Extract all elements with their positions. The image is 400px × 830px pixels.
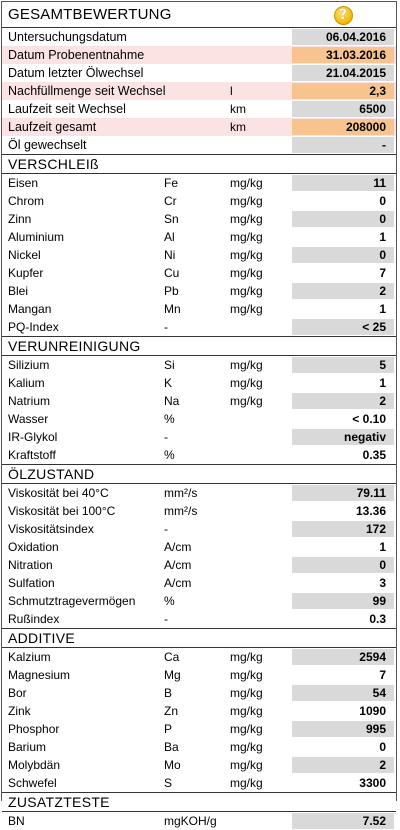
- row-value: 1: [379, 302, 386, 316]
- row-label: Molybdän: [8, 758, 61, 772]
- row-symbol: Cu: [164, 266, 180, 280]
- row-label: Öl gewechselt: [8, 138, 87, 152]
- row-unit: mg/kg: [230, 284, 263, 298]
- row-value: < 25: [292, 319, 394, 335]
- row-value: 7: [379, 266, 386, 280]
- row-unit: mg/kg: [230, 230, 263, 244]
- row-label: Zink: [8, 704, 31, 718]
- row-value: 0: [379, 194, 386, 208]
- row-symbol: mgKOH/g: [164, 814, 217, 828]
- row-label: Mangan: [8, 302, 52, 316]
- overall-rating-header: [2, 2, 396, 28]
- row-unit: l: [230, 84, 233, 98]
- row-symbol: A/cm: [164, 576, 192, 590]
- row-symbol: Zn: [164, 704, 179, 718]
- row-value: negativ: [292, 429, 394, 445]
- row-unit: mg/kg: [230, 668, 263, 682]
- table-row: [2, 374, 396, 392]
- row-label: Schmutztragevermögen: [8, 594, 136, 608]
- row-value: 1: [379, 376, 386, 390]
- row-symbol: -: [164, 430, 168, 444]
- table-row: [2, 666, 396, 684]
- row-label: Datum Probenentnahme: [8, 48, 145, 62]
- row-symbol: P: [164, 722, 173, 736]
- row-label: Datum letzter Ölwechsel: [8, 66, 144, 80]
- row-label: Untersuchungsdatum: [8, 30, 127, 44]
- row-unit: mg/kg: [230, 212, 263, 226]
- table-row: [2, 648, 396, 666]
- table-row: [2, 228, 396, 246]
- row-label: Natrium: [8, 394, 51, 408]
- general-info-block: [2, 28, 396, 154]
- row-symbol: B: [164, 686, 173, 700]
- row-value: 2: [292, 283, 394, 299]
- row-label: Silizium: [8, 358, 50, 372]
- row-value: 13.36: [355, 504, 386, 518]
- row-label: Nachfüllmenge seit Wechsel: [8, 84, 166, 98]
- table-row: [2, 264, 396, 282]
- row-label: Chrom: [8, 194, 45, 208]
- table-row: [2, 192, 396, 210]
- row-value: 79.11: [292, 485, 394, 501]
- row-value: 1090: [359, 704, 386, 718]
- table-row: [2, 282, 396, 300]
- table-row: [2, 446, 396, 464]
- row-label: Aluminium: [8, 230, 65, 244]
- row-value: 7.52: [292, 813, 394, 829]
- row-value: 7: [379, 668, 386, 682]
- table-row: [2, 100, 396, 118]
- row-value: 0: [292, 211, 394, 227]
- table-row: [2, 610, 396, 628]
- table-row: [2, 538, 396, 556]
- row-symbol: Mg: [164, 668, 181, 682]
- row-value: -: [292, 137, 394, 153]
- table-row: [2, 118, 396, 136]
- row-value: 21.04.2015: [292, 65, 394, 81]
- row-symbol: Ca: [164, 650, 180, 664]
- row-symbol: -: [164, 522, 168, 536]
- row-label: Blei: [8, 284, 29, 298]
- row-symbol: Al: [164, 230, 175, 244]
- row-label: IR-Glykol: [8, 430, 58, 444]
- row-label: Nitration: [8, 558, 53, 572]
- row-value: 2,3: [292, 83, 394, 99]
- table-row: [2, 812, 396, 830]
- table-row: [2, 318, 396, 336]
- row-symbol: Ni: [164, 248, 176, 262]
- row-value: 5: [292, 357, 394, 373]
- table-row: [2, 356, 396, 374]
- table-row: [2, 556, 396, 574]
- row-label: Phosphor: [8, 722, 60, 736]
- row-symbol: S: [164, 776, 173, 790]
- row-label: Schwefel: [8, 776, 57, 790]
- row-unit: mg/kg: [230, 722, 263, 736]
- row-unit: mg/kg: [230, 650, 263, 664]
- row-label: PQ-Index: [8, 320, 59, 334]
- row-value: 2594: [292, 649, 394, 665]
- row-value: 3300: [359, 776, 386, 790]
- row-value: 1: [379, 230, 386, 244]
- row-value: 06.04.2016: [292, 29, 394, 45]
- row-label: BN: [8, 814, 25, 828]
- row-label: Kalium: [8, 376, 45, 390]
- section-header: ADDITIVE: [2, 628, 396, 648]
- row-symbol: Fe: [164, 176, 179, 190]
- row-value: 31.03.2016: [292, 47, 394, 63]
- row-value: < 0.10: [352, 412, 386, 426]
- table-row: [2, 428, 396, 446]
- row-label: Viskosität bei 100°C: [8, 504, 116, 518]
- row-label: Sulfation: [8, 576, 55, 590]
- table-row: [2, 484, 396, 502]
- row-symbol: -: [164, 612, 168, 626]
- row-value: 99: [292, 593, 394, 609]
- row-value: 0: [379, 740, 386, 754]
- row-label: Kupfer: [8, 266, 44, 280]
- table-row: [2, 684, 396, 702]
- row-label: Zinn: [8, 212, 32, 226]
- table-row: [2, 756, 396, 774]
- table-row: [2, 64, 396, 82]
- row-symbol: mm²/s: [164, 504, 198, 518]
- row-unit: mg/kg: [230, 740, 263, 754]
- row-unit: mg/kg: [230, 266, 263, 280]
- table-row: [2, 520, 396, 538]
- row-value: 0: [292, 557, 394, 573]
- row-unit: mg/kg: [230, 776, 263, 790]
- row-label: Nickel: [8, 248, 41, 262]
- section-header: VERUNREINIGUNG: [2, 336, 396, 356]
- table-row: [2, 410, 396, 428]
- row-symbol: Pb: [164, 284, 179, 298]
- table-row: [2, 28, 396, 46]
- row-value: 11: [292, 175, 394, 191]
- row-value: 208000: [292, 119, 394, 135]
- table-row: [2, 82, 396, 100]
- row-label: Bor: [8, 686, 27, 700]
- row-unit: mg/kg: [230, 176, 263, 190]
- row-label: Magnesium: [8, 668, 71, 682]
- row-label: Kalzium: [8, 650, 51, 664]
- table-row: [2, 300, 396, 318]
- row-symbol: Mn: [164, 302, 181, 316]
- row-symbol: Cr: [164, 194, 177, 208]
- row-unit: mg/kg: [230, 248, 263, 262]
- row-value: 6500: [292, 101, 394, 117]
- row-symbol: mm²/s: [164, 486, 198, 500]
- table-row: [2, 502, 396, 520]
- row-label: Laufzeit gesamt: [8, 120, 97, 134]
- row-unit: mg/kg: [230, 194, 263, 208]
- row-label: Laufzeit seit Wechsel: [8, 102, 126, 116]
- row-value: 2: [292, 757, 394, 773]
- row-symbol: %: [164, 448, 175, 462]
- table-row: [2, 720, 396, 738]
- row-value: 0.35: [362, 448, 386, 462]
- table-row: [2, 136, 396, 154]
- table-row: [2, 210, 396, 228]
- row-unit: mg/kg: [230, 704, 263, 718]
- row-value: 54: [292, 685, 394, 701]
- row-unit: km: [230, 102, 246, 116]
- row-symbol: A/cm: [164, 540, 192, 554]
- row-value: 172: [292, 521, 394, 537]
- row-symbol: %: [164, 594, 175, 608]
- row-symbol: Si: [164, 358, 175, 372]
- row-label: Rußindex: [8, 612, 60, 626]
- row-label: Viskosität bei 40°C: [8, 486, 109, 500]
- table-row: [2, 174, 396, 192]
- row-symbol: Mo: [164, 758, 181, 772]
- row-unit: mg/kg: [230, 358, 263, 372]
- row-value: 0.3: [369, 612, 386, 626]
- row-symbol: Sn: [164, 212, 179, 226]
- table-row: [2, 392, 396, 410]
- section-header: VERSCHLEIß: [2, 154, 396, 174]
- question-icon: ?: [334, 6, 353, 25]
- overall-rating-value: [293, 4, 393, 26]
- table-row: [2, 738, 396, 756]
- row-value: 0: [292, 247, 394, 263]
- row-label: Oxidation: [8, 540, 59, 554]
- table-row: [2, 774, 396, 792]
- table-row: [2, 592, 396, 610]
- table-row: [2, 246, 396, 264]
- row-symbol: -: [164, 320, 168, 334]
- row-label: Eisen: [8, 176, 39, 190]
- row-unit: mg/kg: [230, 302, 263, 316]
- row-symbol: Ba: [164, 740, 179, 754]
- row-symbol: %: [164, 412, 175, 426]
- oil-analysis-report: [1, 1, 397, 828]
- row-value: 3: [379, 576, 386, 590]
- row-unit: km: [230, 120, 246, 134]
- row-symbol: K: [164, 376, 173, 390]
- table-row: [2, 574, 396, 592]
- row-label: Viskositätsindex: [8, 522, 94, 536]
- row-value: 1: [379, 540, 386, 554]
- row-symbol: Na: [164, 394, 180, 408]
- row-unit: mg/kg: [230, 376, 263, 390]
- table-row: [2, 46, 396, 64]
- row-label: Kraftstoff: [8, 448, 56, 462]
- analysis-sections: [2, 154, 396, 830]
- row-label: Barium: [8, 740, 47, 754]
- row-unit: mg/kg: [230, 758, 263, 772]
- row-value: 995: [292, 721, 394, 737]
- row-value: 2: [292, 393, 394, 409]
- row-symbol: A/cm: [164, 558, 192, 572]
- table-row: [2, 702, 396, 720]
- section-header: ZUSATZTESTE: [2, 792, 396, 812]
- row-label: Wasser: [8, 412, 49, 426]
- section-header: ÖLZUSTAND: [2, 464, 396, 484]
- overall-rating-title: GESAMTBEWERTUNG: [8, 6, 172, 23]
- row-unit: mg/kg: [230, 686, 263, 700]
- row-unit: mg/kg: [230, 394, 263, 408]
